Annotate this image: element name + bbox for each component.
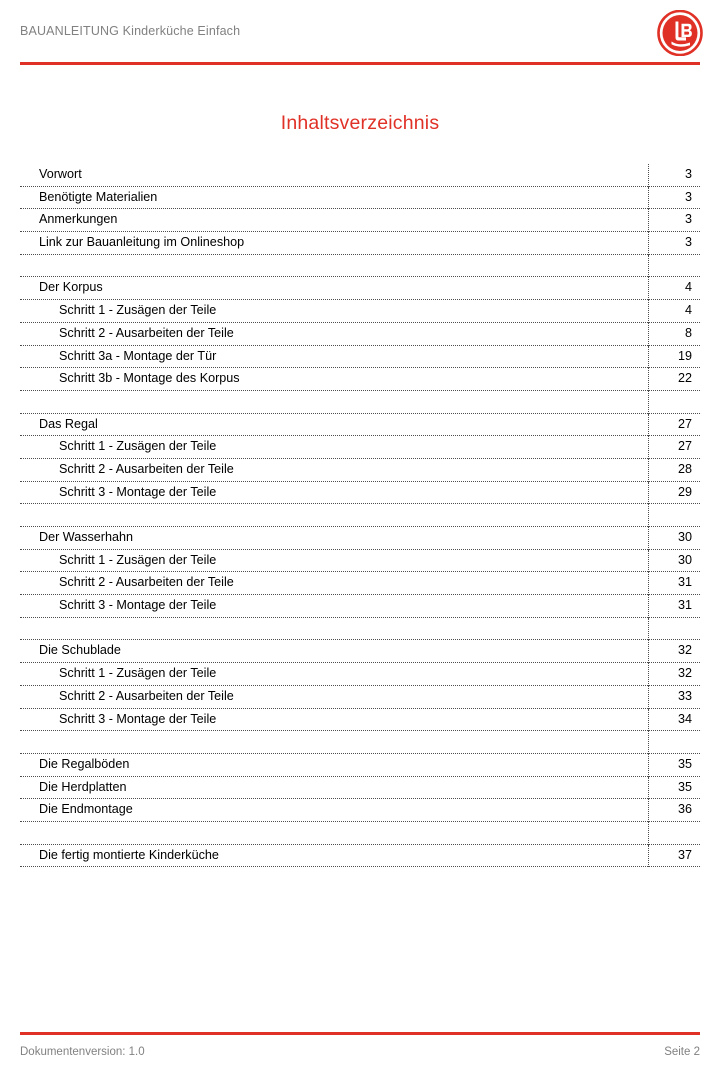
toc-entry[interactable]	[20, 414, 700, 437]
toc-section-spacer	[20, 731, 700, 754]
toc-entry[interactable]	[20, 209, 700, 232]
toc-entry[interactable]	[20, 187, 700, 210]
toc-entry-label: Schritt 3b - Montage des Korpus	[59, 371, 240, 386]
toc-entry[interactable]	[20, 368, 700, 391]
toc-entry[interactable]	[20, 686, 700, 709]
toc-entry-page-number: 4	[684, 303, 692, 318]
toc-entry[interactable]	[20, 663, 700, 686]
toc-entry[interactable]	[20, 527, 700, 550]
toc-entry-page-number: 3	[684, 167, 692, 181]
toc-section-spacer	[20, 504, 700, 527]
toc-entry-label: Die Regalböden	[39, 756, 130, 771]
footer-document-version: Dokumentenversion: 1.0	[20, 1046, 145, 1058]
toc-entry[interactable]	[20, 436, 700, 459]
page-title: Inhaltsverzeichnis	[280, 112, 440, 134]
toc-entry-label: Schritt 2 - Ausarbeiten der Teile	[59, 461, 234, 476]
toc-entry-page-number: 29	[677, 484, 692, 499]
toc-entry-label: Schritt 3 - Montage der Teile	[59, 484, 217, 499]
toc-entry[interactable]	[20, 550, 700, 573]
toc-entry-label: Schritt 3 - Montage der Teile	[59, 598, 217, 613]
toc-entry-label: Schritt 2 - Ausarbeiten der Teile	[59, 325, 234, 340]
toc-entry-label: Schritt 2 - Ausarbeiten der Teile	[59, 575, 234, 590]
toc-entry-page-number: 30	[677, 530, 692, 544]
toc-entry-page-number: 34	[677, 711, 692, 726]
toc-entry-page-number: 37	[677, 847, 692, 862]
toc-column-divider	[648, 391, 649, 414]
toc-entry-page-number: 31	[677, 575, 692, 590]
table-of-contents	[20, 164, 700, 867]
toc-entry[interactable]	[20, 845, 700, 868]
toc-entry-label: Anmerkungen	[39, 212, 118, 227]
toc-entry-page-number: 30	[677, 552, 692, 567]
toc-entry-page-number: 32	[677, 666, 692, 681]
toc-entry-label: Die Schublade	[39, 643, 121, 658]
toc-entry-label: Schritt 3a - Montage der Tür	[59, 348, 217, 363]
toc-entry[interactable]	[20, 572, 700, 595]
toc-entry-page-number: 36	[677, 802, 692, 817]
toc-entry-page-number: 35	[677, 756, 692, 771]
toc-entry[interactable]	[20, 459, 700, 482]
toc-entry-page-number: 35	[677, 779, 692, 794]
page-header	[0, 0, 720, 66]
toc-entry-page-number: 32	[677, 643, 692, 658]
footer-accent-rule	[20, 1032, 700, 1035]
toc-column-divider	[648, 822, 649, 845]
toc-entry[interactable]	[20, 640, 700, 663]
toc-entry-label: Der Wasserhahn	[39, 530, 134, 544]
toc-entry-page-number: 27	[677, 416, 692, 431]
toc-entry-label: Schritt 2 - Ausarbeiten der Teile	[59, 688, 234, 703]
toc-entry-label: Schritt 3 - Montage der Teile	[59, 711, 217, 726]
toc-column-divider	[648, 255, 649, 278]
toc-entry-page-number: 27	[677, 439, 692, 454]
toc-entry[interactable]	[20, 232, 700, 255]
toc-entry[interactable]	[20, 300, 700, 323]
toc-section-spacer	[20, 255, 700, 278]
lb-circle-logo-icon	[657, 10, 703, 56]
toc-section-spacer	[20, 391, 700, 414]
toc-entry[interactable]	[20, 799, 700, 822]
toc-section-spacer	[20, 822, 700, 845]
toc-entry-page-number: 19	[677, 348, 692, 363]
toc-column-divider	[648, 731, 649, 754]
header-accent-rule	[20, 62, 700, 65]
footer-page-number: Seite 2	[664, 1046, 700, 1058]
toc-entry[interactable]	[20, 346, 700, 369]
toc-entry-page-number: 33	[677, 688, 692, 703]
toc-entry-label: Die fertig montierte Kinderküche	[39, 847, 219, 862]
toc-column-divider	[648, 618, 649, 641]
toc-entry[interactable]	[20, 709, 700, 732]
toc-section-spacer	[20, 618, 700, 641]
toc-entry-page-number: 8	[684, 325, 692, 340]
header-document-title: BAUANLEITUNG Kinderküche Einfach	[20, 24, 241, 38]
toc-entry-label: Die Endmontage	[39, 802, 133, 817]
toc-entry-label: Schritt 1 - Zusägen der Teile	[59, 552, 217, 567]
toc-entry-page-number: 3	[684, 235, 692, 250]
toc-entry-label: Vorwort	[39, 167, 82, 181]
toc-entry-page-number: 28	[677, 461, 692, 476]
toc-entry[interactable]	[20, 323, 700, 346]
toc-entry[interactable]	[20, 777, 700, 800]
toc-entry-label: Der Korpus	[39, 280, 103, 295]
toc-column-divider	[648, 504, 649, 527]
toc-entry-page-number: 3	[684, 212, 692, 227]
toc-entry[interactable]	[20, 164, 700, 187]
toc-entry-page-number: 22	[677, 371, 692, 386]
toc-entry-label: Die Herdplatten	[39, 779, 127, 794]
toc-entry-label: Benötigte Materialien	[39, 189, 158, 204]
toc-entry-label: Schritt 1 - Zusägen der Teile	[59, 439, 217, 454]
toc-entry-label: Schritt 1 - Zusägen der Teile	[59, 666, 217, 681]
toc-entry-page-number: 3	[684, 189, 692, 204]
toc-entry-page-number: 31	[677, 598, 692, 613]
toc-entry-label: Das Regal	[39, 416, 98, 431]
toc-entry-label: Schritt 1 - Zusägen der Teile	[59, 303, 217, 318]
toc-entry[interactable]	[20, 595, 700, 618]
toc-entry[interactable]	[20, 754, 700, 777]
toc-entry-page-number: 4	[684, 280, 692, 295]
toc-entry[interactable]	[20, 277, 700, 300]
toc-entry[interactable]	[20, 482, 700, 505]
toc-entry-label: Link zur Bauanleitung im Onlineshop	[39, 235, 245, 250]
